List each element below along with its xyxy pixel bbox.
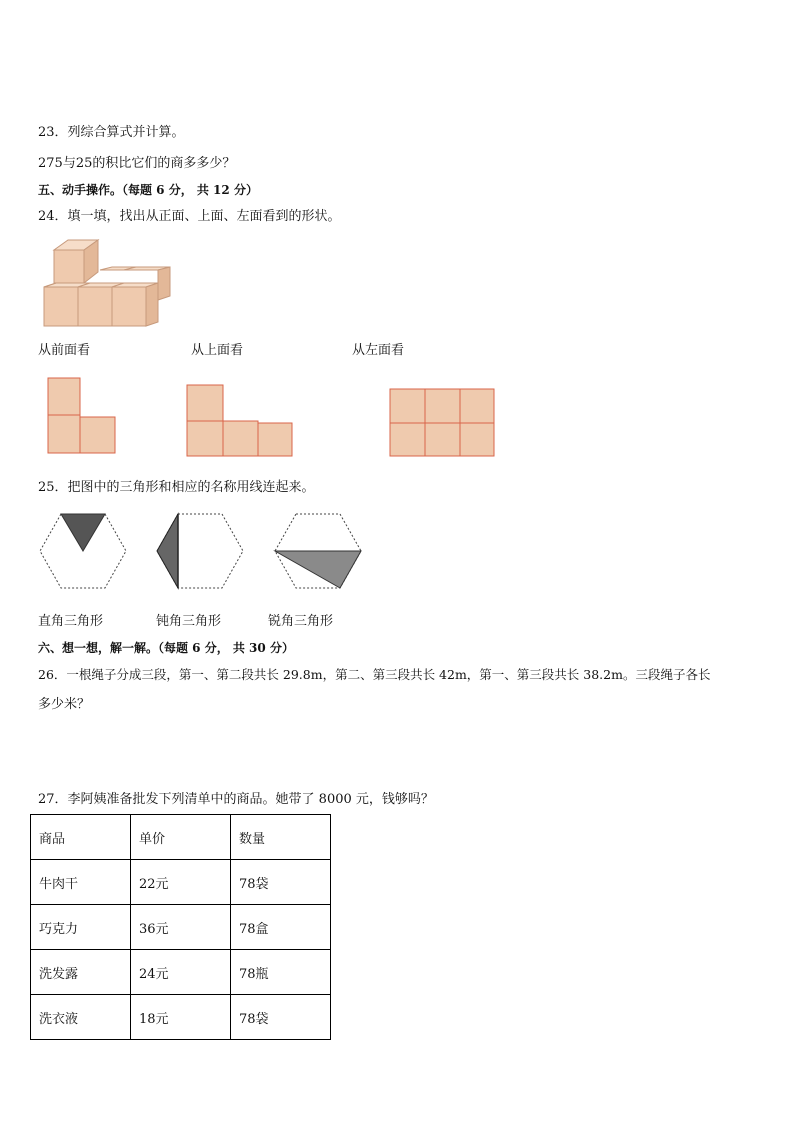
triangle-2 [157,514,178,588]
cell-item: 洗衣液 [31,995,131,1040]
q25-title: 25．把图中的三角形和相应的名称用线连起来。 [38,480,315,495]
cell-price: 36元 [131,905,231,950]
cell-item: 牛肉干 [31,860,131,905]
view-label-left: 从左面看 [352,343,405,358]
triangle-name-acute[interactable]: 锐角三角形 [268,614,334,629]
cell-price: 22元 [131,860,231,905]
triangle-3 [275,551,361,588]
cube-raised-front [54,250,84,283]
header-cell: 数量 [231,815,331,860]
left-view-shape[interactable] [389,388,499,460]
cell-price: 24元 [131,950,231,995]
q26-line1: 26．一根绳子分成三段，第一、第二段共长 29.8m，第二、第三段共长 42m，第一、第三段共长 38.2m。三段绳子各长 [38,667,711,682]
table-row [31,905,331,950]
view-label-front: 从前面看 [38,343,91,358]
front-view-shape[interactable] [47,377,117,457]
cell-qty: 78袋 [231,860,331,905]
hexagon-3[interactable] [274,512,364,590]
cell-price: 18元 [131,995,231,1040]
triangle-name-right[interactable]: 直角三角形 [38,614,104,629]
q23-text: 275与25的积比它们的商多多少？ [38,156,236,171]
q26-line2: 多少米？ [38,697,91,712]
top-view-shape[interactable] [186,384,296,459]
cell-qty: 78袋 [231,995,331,1040]
cell-qty: 78盒 [231,905,331,950]
header-cell: 商品 [31,815,131,860]
cube-stack-figure [42,236,172,331]
table-header-row [31,815,331,860]
cube-front-1 [44,287,78,326]
table-row [31,950,331,995]
triangle-name-obtuse[interactable]: 钝角三角形 [156,614,222,629]
hexagon-1[interactable] [39,512,129,590]
triangle-1 [61,514,105,551]
cell-item: 洗发露 [31,950,131,995]
cell-item: 巧克力 [31,905,131,950]
cube-front-3 [112,287,146,326]
q23-title: 23．列综合算式并计算。 [38,125,185,140]
q27-title: 27．李阿姨准备批发下列清单中的商品。她带了 8000 元，钱够吗？ [38,792,434,807]
cube-front-2 [78,287,112,326]
table-row [31,860,331,905]
header-cell: 单价 [131,815,231,860]
q24-title: 24．填一填，找出从正面、上面、左面看到的形状。 [38,209,341,224]
section6-heading: 六、想一想，解一解。（每题 6 分， 共 30 分） [38,641,294,655]
table-row [31,995,331,1040]
section5-heading: 五、动手操作。（每题 6 分， 共 12 分） [38,183,258,197]
hexagon-2[interactable] [156,512,246,590]
goods-table [30,814,331,1040]
view-label-top: 从上面看 [191,343,244,358]
cell-qty: 78瓶 [231,950,331,995]
